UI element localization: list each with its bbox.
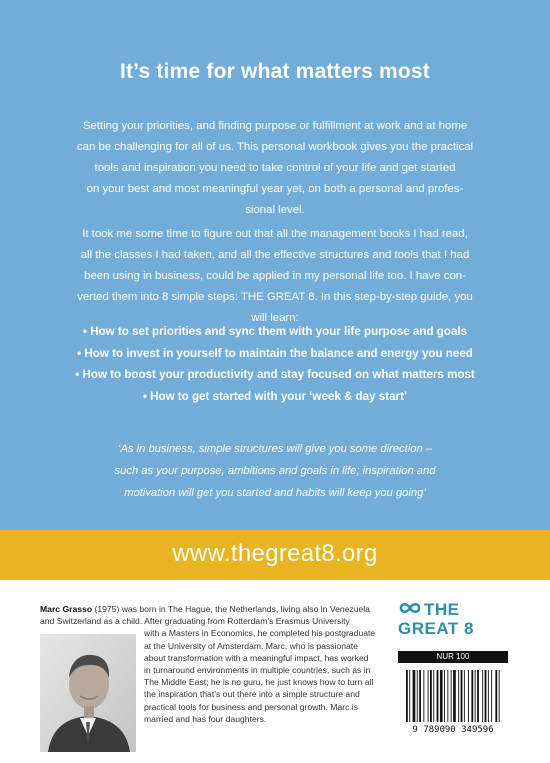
text-line: will learn: xyxy=(251,312,299,324)
author-name: Marc Grasso xyxy=(40,604,93,614)
text-line: can be challenging for all of us. This personal workbook gives you the practical xyxy=(76,141,474,153)
text-line: tools and inspiration you need to take control of your life and get started xyxy=(94,162,456,174)
bio-line: in turnaround environments in multiple countries, such as in xyxy=(144,665,371,676)
logo-word-the: THE xyxy=(424,600,460,619)
learning-bullets xyxy=(30,321,520,407)
bio-line: married and has four daughters. xyxy=(144,713,267,724)
text-line: It took me some time to figure out that all the management books I had read, xyxy=(82,228,468,240)
logo-number: 8 xyxy=(463,619,474,638)
author-panel xyxy=(0,580,550,763)
bio-line: at the University of Amsterdam. Marc, who is passionate xyxy=(144,640,358,651)
quote-line: such as your purpose, ambitions and goals in life; inspiration and xyxy=(114,465,436,477)
text-line: verted them into 8 simple steps: THE GREAT 8. In this step-by-step guide, you xyxy=(77,291,473,303)
bio-line: with a Masters in Economics, he completed his postgraduate xyxy=(144,628,376,639)
website-url: www.thegreat8.org xyxy=(172,540,378,567)
bio-line: The Middle East; he is no guru, he just knows how to turn all xyxy=(144,677,374,688)
infinity-icon xyxy=(398,601,422,615)
website-band xyxy=(0,530,550,580)
bio-line: and Switzerland as a child. After graduating from Rotterdam’s Erasmus University xyxy=(40,616,350,627)
bio-line: about transformation with a meaningful impact, has worked xyxy=(144,652,369,663)
headline: It’s time for what matters most xyxy=(120,60,430,83)
story-paragraph xyxy=(48,224,502,329)
text-line: Setting your priorities, and finding purpose or fulfillment at work and at home xyxy=(82,120,468,132)
bullet-item: • How to boost your productivity and stay focused on what matters most xyxy=(75,368,475,381)
text-line: on your best and most meaningful year yet, on both a personal and profes- xyxy=(86,183,464,195)
bullet-item: • How to set priorities and sync them with your life purpose and goals xyxy=(82,325,468,338)
bullet-item: • How to invest in yourself to maintain the balance and energy you need xyxy=(77,346,473,360)
logo-word-great: GREAT 8 xyxy=(398,619,474,638)
pull-quote xyxy=(60,438,490,504)
isbn-digits: 9 789090 349596 xyxy=(412,725,494,735)
quote-line: ‘As in business, simple structures will give you some direction – xyxy=(118,443,432,455)
the-great-8-logo xyxy=(398,600,510,644)
text-line: been using in business, could be applied in my personal life too. I have con- xyxy=(84,270,466,282)
bio-line: practical tools for business and personal growth. Marc is xyxy=(144,701,358,712)
text-line: all the classes I had taken, and all the effective structures and tools that I had xyxy=(80,249,470,261)
barcode-icon xyxy=(398,668,508,724)
author-bio xyxy=(40,603,386,725)
text-line: sional level. xyxy=(245,204,305,216)
nur-code: NUR 100 xyxy=(398,651,508,663)
bio-line: Marc Grasso (1975) was born in The Hague, the Netherlands, living also in Venezuela xyxy=(40,604,370,614)
quote-line: motivation will get you started and habits will keep you going’ xyxy=(124,487,426,499)
intro-paragraph xyxy=(48,116,502,221)
bio-line: the inspiration that’s out there into a simple structure and xyxy=(144,689,360,700)
isbn-barcode xyxy=(398,668,508,736)
bullet-item: • How to get started with your ‘week & day start’ xyxy=(142,389,408,403)
